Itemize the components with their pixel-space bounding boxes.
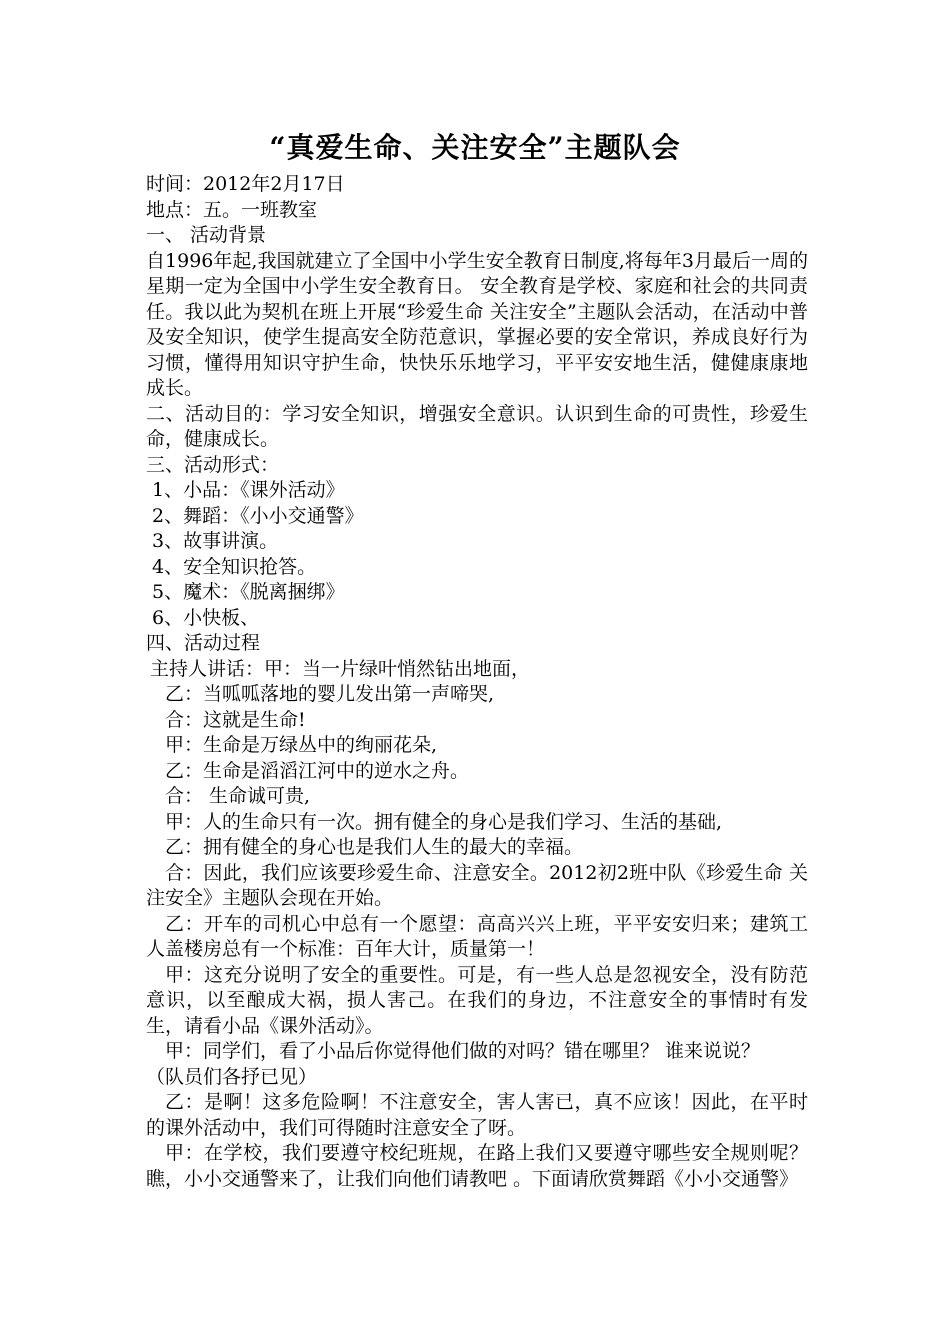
dialogue-line: 甲：生命是万绿丛中的绚丽花朵, xyxy=(165,734,438,756)
section-heading-forms: 三、活动形式： xyxy=(146,453,280,476)
dialogue-line: 甲：这充分说明了安全的重要性。可是，有一些人总是忽视安全，没有防范意识，以至酿成大祸，损人害己。在我们的身边，不注意安全的事情时有发生，请看小品《课外活动》。 xyxy=(146,963,808,1037)
document-body xyxy=(146,172,808,1192)
dialogue-line: 甲：人的生命只有一次。拥有健全的身心是我们学习、生活的基础, xyxy=(165,810,723,833)
list-item: 6、小快板、 xyxy=(152,606,260,629)
dialogue-line: 甲：同学们，看了小品后你觉得他们做的对吗？错在哪里？ 谁来说说？ xyxy=(165,1040,761,1062)
dialogue-line: 乙：当呱呱落地的婴儿发出第一声啼哭, xyxy=(165,683,495,705)
section-heading-process: 四、活动过程 xyxy=(146,632,261,654)
section-heading-background: 一、 活动背景 xyxy=(146,224,267,246)
background-paragraph: 自1996年起,我国就建立了全国中小学生安全教育日制度,将每年3月最后一周的星期一定为全国中小学生安全教育日。 安全教育是学校、家庭和社会的共同责任。我以此为契机在班上开展“珍爱生命 关注安全”主题队会活动，在活动中普及安全知识，使学生提高安全防范意识，掌握必要的安全常识，养成良好行为习惯，懂得用知识守护生命，快快乐乐地学习，平平安安地生活，健健康康地成长。 xyxy=(146,249,808,399)
dialogue-line: 合：因此，我们应该要珍爱生命、注意安全。2012初2班中队《珍爱生命 关注安全》主题队会现在开始。 xyxy=(146,861,808,909)
section-heading-purpose: 二、活动目的：学习安全知识，增强安全意识。认识到生命的可贵性，珍爱生命，健康成长。 xyxy=(146,402,808,450)
dialogue-line: 主持人讲话：甲：当一片绿叶悄然钻出地面， xyxy=(150,657,531,680)
list-item: 5、魔术：《脱离捆绑》 xyxy=(152,581,345,603)
dialogue-line: 甲：在学校，我们要遵守校纪班规，在路上我们又要遵守哪些安全规则呢？瞧，小小交通警来了，让我们向他们请教吧 。下面请欣赏舞蹈《小小交通警》 xyxy=(146,1142,808,1190)
dialogue-line: 合： 生命诚可贵, xyxy=(165,785,311,807)
dialogue-line: 乙：生命是滔滔江河中的逆水之舟。 xyxy=(165,759,470,782)
dialogue-line: 乙：开车的司机心中总有一个愿望：高高兴兴上班，平平安安归来；建筑工人盖楼房总有一个标准：百年大计，质量第一！ xyxy=(146,912,808,960)
list-item: 3、故事讲演。 xyxy=(152,530,279,552)
dialogue-line: 乙：是啊！这多危险啊！不注意安全，害人害已，真不应该！因此，在平时的课外活动中，我们可得随时注意安全了呀。 xyxy=(146,1091,808,1139)
dialogue-line: 合：这就是生命! xyxy=(165,708,306,731)
document-title: “真爱生命、关注安全”主题队会 xyxy=(269,131,681,164)
list-item: 4、安全知识抢答。 xyxy=(152,555,317,578)
dialogue-line: 乙：拥有健全的身心也是我们人生的最大的幸福。 xyxy=(165,836,584,858)
list-item: 1、小品：《课外活动》 xyxy=(152,479,345,501)
time-line: 时间：2012年2月17日 xyxy=(146,173,345,195)
list-item: 2、舞蹈：《小小交通警》 xyxy=(152,504,364,527)
stage-direction: （队员们各抒已见） xyxy=(146,1065,318,1088)
location-line: 地点：五。一班教室 xyxy=(146,198,318,221)
